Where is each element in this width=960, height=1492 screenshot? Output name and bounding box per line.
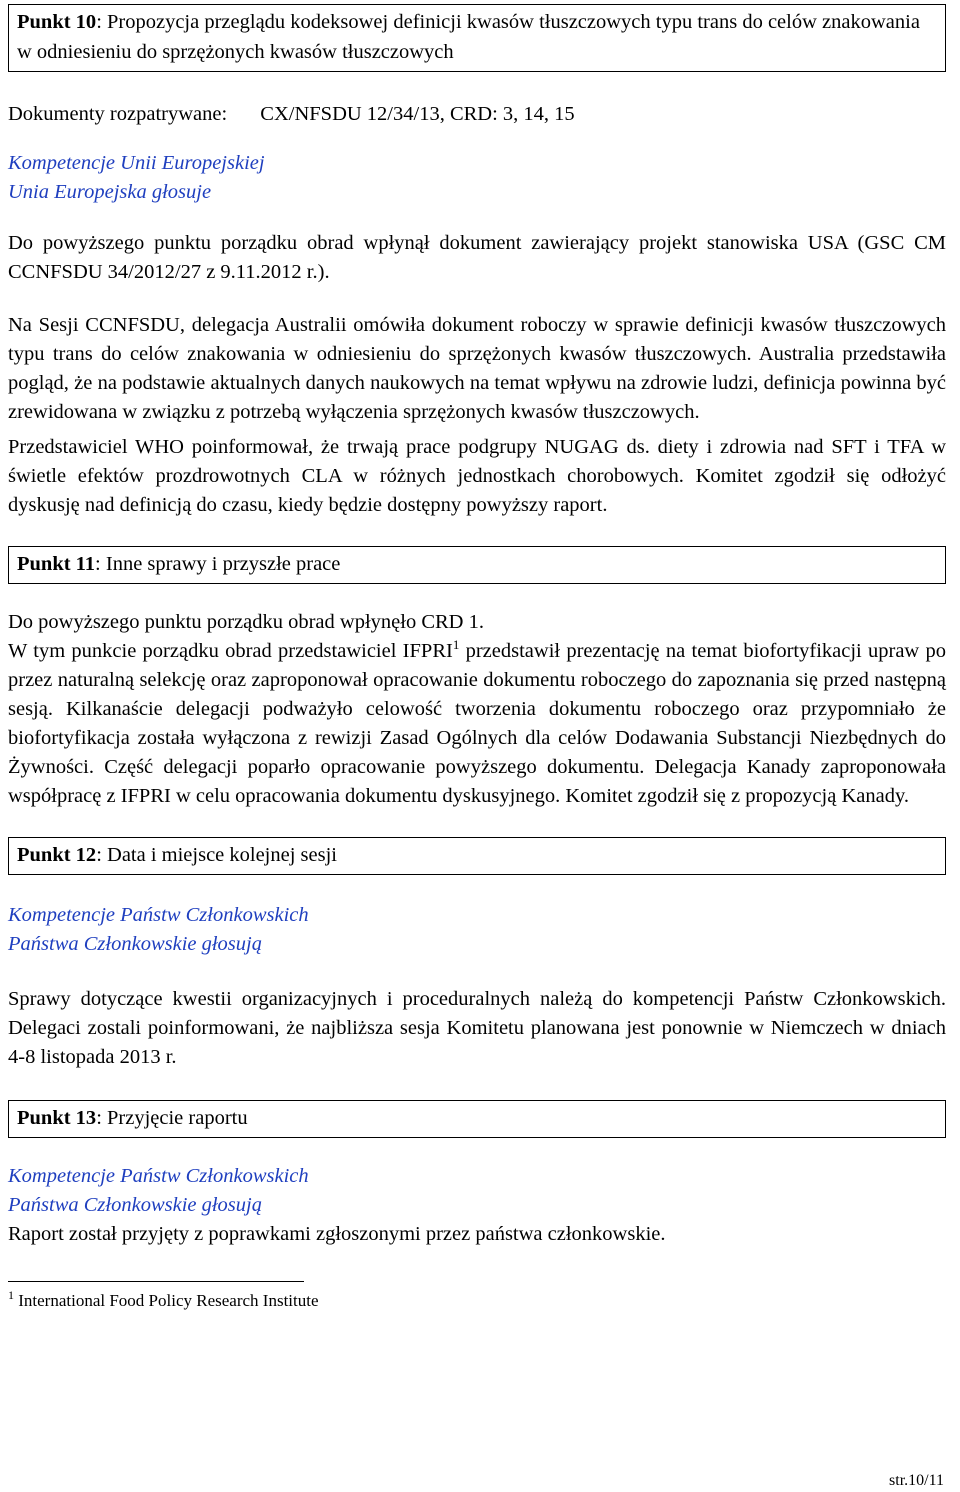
section-title: : Data i miejsce kolejnej sesji [96,844,337,866]
paragraph: Do powyższego punktu porządku obrad wpłynęło CRD 1. [8,611,484,633]
paragraph: Na Sesji CCNFSDU, delegacja Australii omówiła dokument roboczy w sprawie definicji kwasów tłuszczowych typu trans do celów znakowania w odniesieniu do sprzężonych kwasów tłuszczowych. Australia przedstawiła pogląd, że na podstawie aktualnych danych naukowych na temat wpływu na zdrowie ludzi, definicja powinna być zrewidowana w związku z potrzebą wyłączenia sprzężonych kwasów tłuszczowych. [8,314,946,423]
footnote-text: International Food Policy Research Institute [18,1291,319,1310]
section-label: Punkt 12 [17,844,97,866]
section-title: : Przyjęcie raportu [96,1107,248,1129]
section-title: : Inne sprawy i przyszłe prace [95,553,341,575]
paragraph: Do powyższego punktu porządku obrad wpłynął dokument zawierający projekt stanowiska USA (GSC CM CCNFSDU 34/2012/27 z 9.11.2012 r.). [8,232,946,283]
paragraph-text: W tym punkcie porządku obrad przedstawiciel IFPRI [8,640,453,662]
competence-label: Kompetencje Unii Europejskiej [8,152,265,174]
paragraph [8,637,946,811]
competence-label: Kompetencje Państw Członkowskich [8,1165,309,1187]
document-page [8,0,946,1312]
paragraph: Raport został przyjęty z poprawkami zgłoszonymi przez państwa członkowskie. [8,1223,666,1245]
section-heading-punkt-10 [8,4,946,72]
section-heading-punkt-11 [8,546,946,584]
vote-label: Unia Europejska głosuje [8,181,212,203]
paragraph: Przedstawiciel WHO poinformował, że trwają prace podgrupy NUGAG ds. diety i zdrowia nad SFT i TFA w świetle efektów prozdrowotnych CLA w różnych jednostkach chorobowych. Komitet zgodził się odłożyć dyskusję nad definicją do czasu, kiedy będzie dostępny powyższy raport. [8,436,946,516]
section-heading-punkt-13 [8,1100,946,1138]
page-number: str.10/11 [889,1472,944,1489]
paragraph-text: przedstawił prezentację na temat biofortyfikacji upraw po przez naturalną selekcję oraz zaproponował opracowanie dokumentu roboczego do zapoznania się przed następną sesją. Kilkanaście delegacji podważyło celowość tworzenia dokumentu roboczego oraz przypomniało że biofortyfikacja została wyłączona z rewizji Zasad Ogólnych dla celów Dodawania Substancji Niezbędnych do Żywności. Część delegacji poparło opracowanie powyższego dokumentu. Delegacja Kanady zaproponowała współpracę z IFPRI w celu opracowania dokumentu dyskusyjnego. Komitet zgodził się z propozycją Kanady. [8,640,947,807]
footnote-number: 1 [8,1288,14,1302]
section-title: : Propozycja przeglądu kodeksowej definicji kwasów tłuszczowych typu trans do celów znakowania w odniesieniu do sprzężonych kwasów tłuszczowych [17,11,920,63]
paragraph: Sprawy dotyczące kwestii organizacyjnych i proceduralnych należą do kompetencji Państw Członkowskich. Delegaci zostali poinformowani, że najbliższa sesja Komitetu planowana jest ponownie w Niemczech w dniach 4-8 listopada 2013 r. [8,988,946,1068]
section-label: Punkt 11 [17,553,96,575]
footnote-reference: 1 [452,637,460,652]
documents-line [8,100,946,129]
section-label: Punkt 10 [17,11,97,33]
vote-label: Państwa Członkowskie głosują [8,933,262,955]
documents-label: Dokumenty rozpatrywane: [8,103,228,125]
footnote-separator [8,1281,304,1282]
documents-value: CX/NFSDU 12/34/13, CRD: 3, 14, 15 [260,103,575,125]
footnote [8,1290,946,1312]
section-heading-punkt-12 [8,837,946,875]
section-label: Punkt 13 [17,1107,97,1129]
vote-label: Państwa Członkowskie głosują [8,1194,262,1216]
competence-label: Kompetencje Państw Członkowskich [8,904,309,926]
